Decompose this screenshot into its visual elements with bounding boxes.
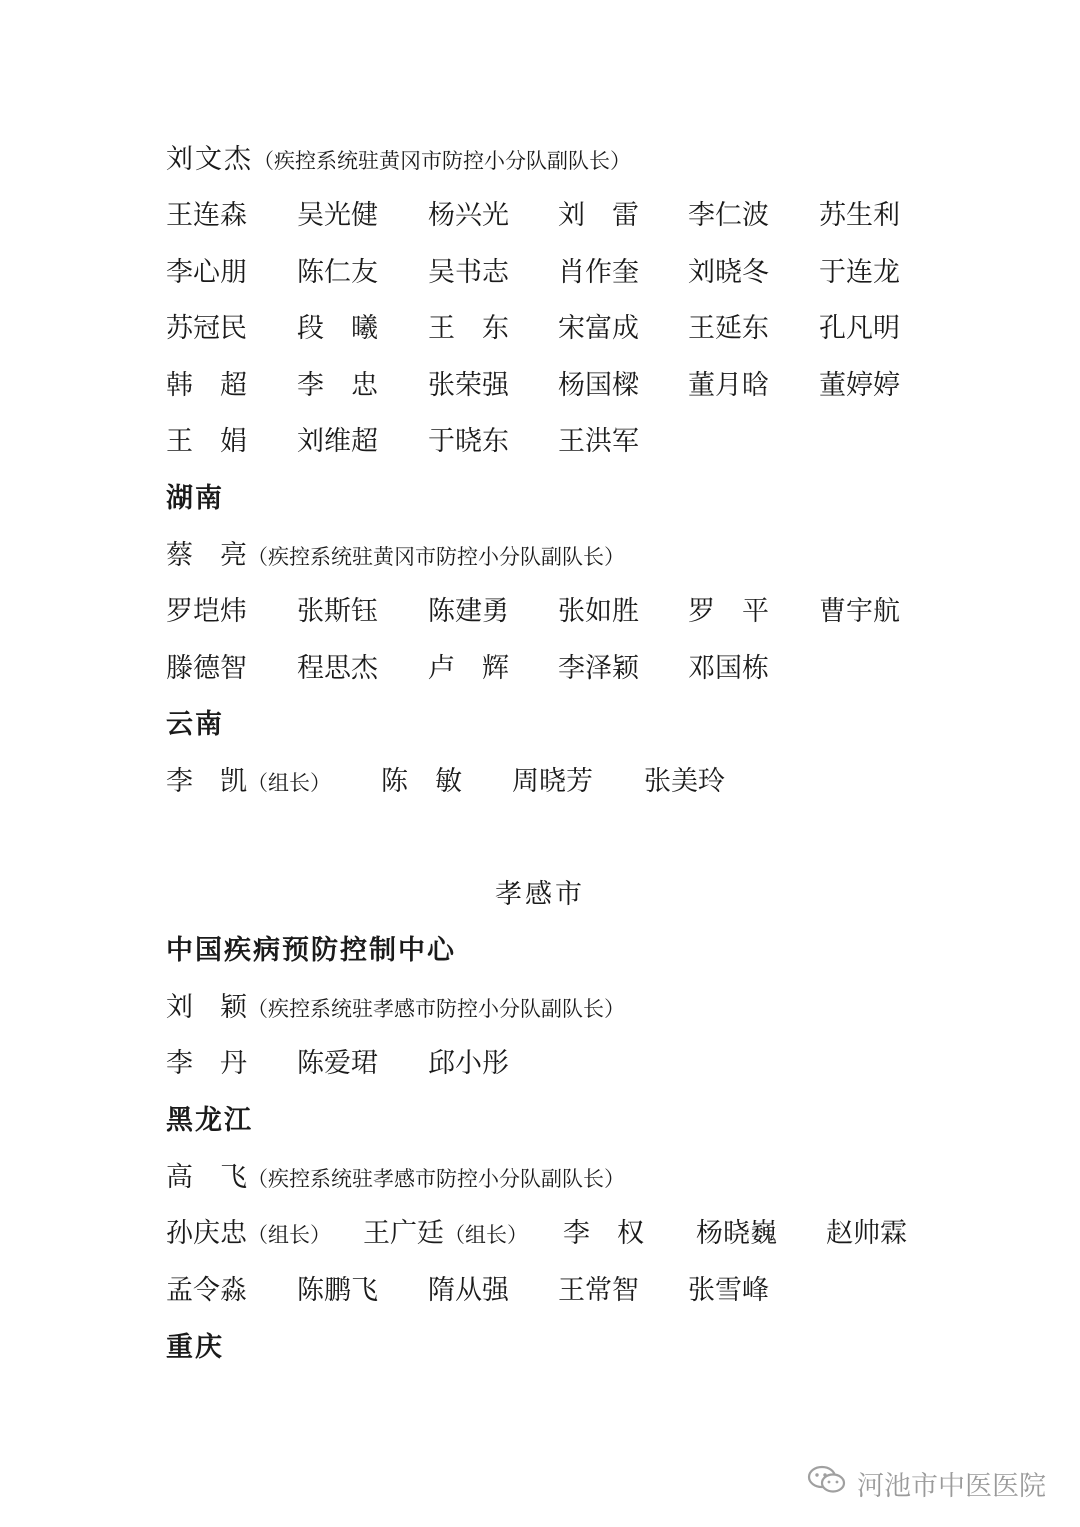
person-name: 王常智: [558, 1275, 639, 1306]
section-heading-hunan: 湖南: [166, 483, 224, 514]
name-row: [166, 1271, 926, 1311]
person-name: 陈仁友: [297, 257, 378, 288]
person-name: 王洪军: [558, 426, 639, 457]
person-name: 李 凯: [166, 766, 247, 797]
leader-line-hunan: [166, 536, 625, 576]
name-row: [166, 1044, 926, 1084]
person-name: 苏生利: [819, 200, 900, 231]
leader-line-heilongjiang: [166, 1158, 625, 1198]
section-heading-heilongjiang: 黑龙江: [166, 1105, 253, 1136]
person-name: 赵帅霖: [826, 1218, 907, 1249]
person-name: 邱小彤: [428, 1048, 509, 1079]
person-name: 卢 辉: [428, 653, 509, 684]
person-name: 吴光健: [297, 200, 378, 231]
person-name: 王 东: [428, 313, 509, 344]
group-leader: [166, 1214, 331, 1255]
person-name: 杨兴光: [428, 200, 509, 231]
person-name: 孙庆忠: [166, 1218, 247, 1249]
person-name: 吴书志: [428, 257, 509, 288]
group-leader: [363, 1214, 528, 1255]
person-name: 杨晓巍: [696, 1218, 777, 1249]
leader-note: （疾控系统驻黄冈市防控小分队副队长）: [247, 545, 625, 569]
role-note: （组长）: [247, 771, 331, 795]
person-name: 陈鹏飞: [297, 1275, 378, 1306]
person-name: 董月晗: [688, 370, 769, 401]
person-name: 李 丹: [166, 1048, 247, 1079]
person-name: 韩 超: [166, 370, 247, 401]
person-name: 罗垲炜: [166, 596, 247, 627]
leader-name: 蔡 亮: [166, 540, 247, 571]
person-name: 苏冠民: [166, 313, 247, 344]
person-name: 李 忠: [297, 370, 378, 401]
person-name: 张如胜: [558, 596, 639, 627]
person-name: 李泽颖: [558, 653, 639, 684]
person-name: 陈 敏: [381, 766, 462, 797]
person-name: 李心朋: [166, 257, 247, 288]
person-name: 王广廷: [363, 1218, 444, 1249]
person-name: 王延东: [688, 313, 769, 344]
person-name: 张美玲: [644, 766, 725, 797]
person-name: 王连森: [166, 200, 247, 231]
person-name: 杨国樑: [558, 370, 639, 401]
person-name: 张荣强: [428, 370, 509, 401]
person-name: 程思杰: [297, 653, 378, 684]
section-heading-chongqing: 重庆: [166, 1332, 224, 1363]
person-name: 王 娟: [166, 426, 247, 457]
person-name: 张雪峰: [688, 1275, 769, 1306]
watermark-text: 河池市中医医院: [857, 1471, 1046, 1502]
name-row: [166, 762, 926, 802]
leader-name: 高 飞: [166, 1162, 247, 1193]
person-name: 李仁波: [688, 200, 769, 231]
person-name: 邓国栋: [688, 653, 769, 684]
leader-name: 刘 颖: [166, 992, 247, 1023]
person-name: 刘 雷: [558, 200, 639, 231]
section-heading-cdc: 中国疾病预防控制中心: [166, 935, 456, 966]
name-row: [166, 196, 926, 236]
person-name: 段 曦: [297, 313, 378, 344]
person-name: 滕德智: [166, 653, 247, 684]
group-leader: [166, 762, 331, 803]
person-name: 李 权: [563, 1218, 644, 1249]
person-name: 宋富成: [558, 313, 639, 344]
person-name: 董婷婷: [819, 370, 900, 401]
name-row: [166, 309, 926, 349]
name-row: [166, 1214, 926, 1254]
person-name: 隋从强: [428, 1275, 509, 1306]
person-name: 刘晓冬: [688, 257, 769, 288]
leader-note: （疾控系统驻孝感市防控小分队副队长）: [247, 1167, 625, 1191]
person-name: 张斯钰: [297, 596, 378, 627]
person-name: 于晓东: [428, 426, 509, 457]
person-name: 陈爱珺: [297, 1048, 378, 1079]
person-name: 于连龙: [819, 257, 900, 288]
leader-name: 刘文杰: [166, 144, 253, 175]
name-row: [166, 366, 926, 406]
leader-line-cdc: [166, 988, 625, 1028]
name-row: [166, 253, 926, 293]
section-heading-yunnan: 云南: [166, 709, 224, 740]
city-title: 孝感市: [495, 879, 585, 910]
role-note: （组长）: [444, 1223, 528, 1247]
person-name: 曹宇航: [819, 596, 900, 627]
name-row: [166, 422, 926, 462]
person-name: 周晓芳: [512, 766, 593, 797]
leader-note: （疾控系统驻黄冈市防控小分队副队长）: [253, 149, 631, 173]
person-name: 孟令淼: [166, 1275, 247, 1306]
watermark: [807, 1464, 1046, 1503]
name-row: [166, 649, 926, 689]
leader-note: （疾控系统驻孝感市防控小分队副队长）: [247, 997, 625, 1021]
person-name: 肖作奎: [558, 257, 639, 288]
wechat-icon: [807, 1464, 847, 1503]
role-note: （组长）: [247, 1223, 331, 1247]
name-row: [166, 592, 926, 632]
person-name: 陈建勇: [428, 596, 509, 627]
person-name: 刘维超: [297, 426, 378, 457]
leader-line-huanggang: [166, 140, 631, 180]
person-name: 罗 平: [688, 596, 769, 627]
person-name: 孔凡明: [819, 313, 900, 344]
